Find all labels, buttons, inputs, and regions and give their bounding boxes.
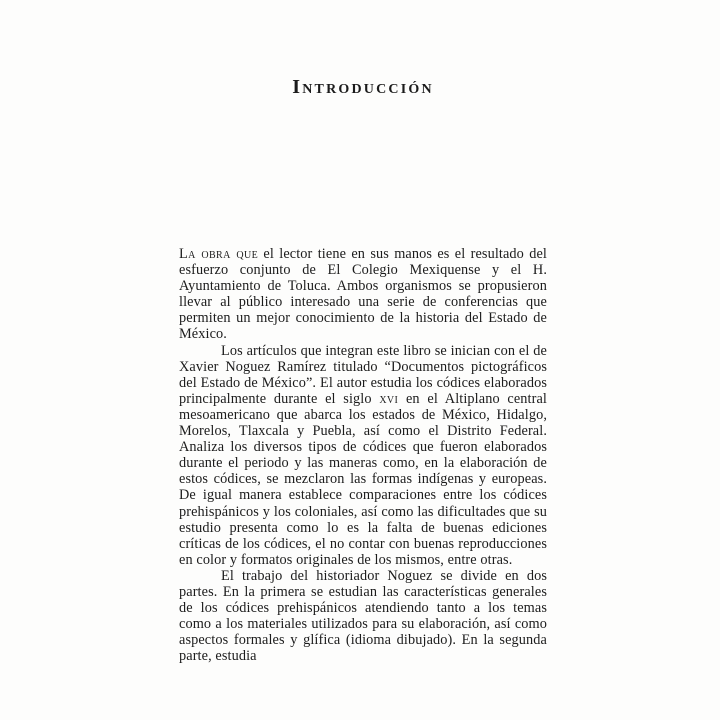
text-block (179, 246, 547, 664)
paragraph-2-text-a: Los artículos que integran este libro se inician con el de Xavier Noguez Ramírez titulado “Documentos pictográficos del Estado de México”. El autor estudia los códices elaborados principalmente durante el siglo (179, 342, 547, 407)
paragraph-1 (179, 246, 547, 343)
paragraph-1-text: el lector tiene en sus manos es el resultado del esfuerzo conjunto de El Colegio Mexiquense y el H. Ayuntamiento de Toluca. Ambos organismos se propusieron llevar al público interesado una serie de conferencias que permiten un mejor conocimiento de la historia del Estado de México. (179, 246, 547, 343)
lead-in-small-caps: La obra que (179, 246, 259, 262)
page-title: Introducción (292, 76, 434, 98)
paragraph-2 (179, 343, 547, 568)
roman-numeral-small-caps: xvi (379, 390, 399, 407)
paragraph-2-text-b: en el Altiplano central mesoamericano que abarca los estados de México, Hidalgo, Morelos, Tlaxcala y Puebla, así como el Distrito Federal. Analiza los diversos tipos de códices que fueron elaborados durante el periodo y las maneras como, en la elaboración de estos códices, se mezclaron las formas indígenas y europeas. De igual manera establece comparaciones entre los códices prehispánicos y los coloniales, así como las dificultades que su estudio presenta como lo es la falta de buenas ediciones críticas de los códices, el no contar con buenas reproducciones en color y formatos originales de los mismos, entre otras. (179, 390, 547, 568)
paragraph-3-text: El trabajo del historiador Noguez se divide en dos partes. En la primera se estudian las características generales de los códices prehispánicos atendiendo tanto a los temas como a los materiales utilizados para su elaboración, así como aspectos formales y glífica (idioma dibujado). En la segunda parte, estudia (179, 567, 547, 665)
paragraph-3 (179, 568, 547, 665)
